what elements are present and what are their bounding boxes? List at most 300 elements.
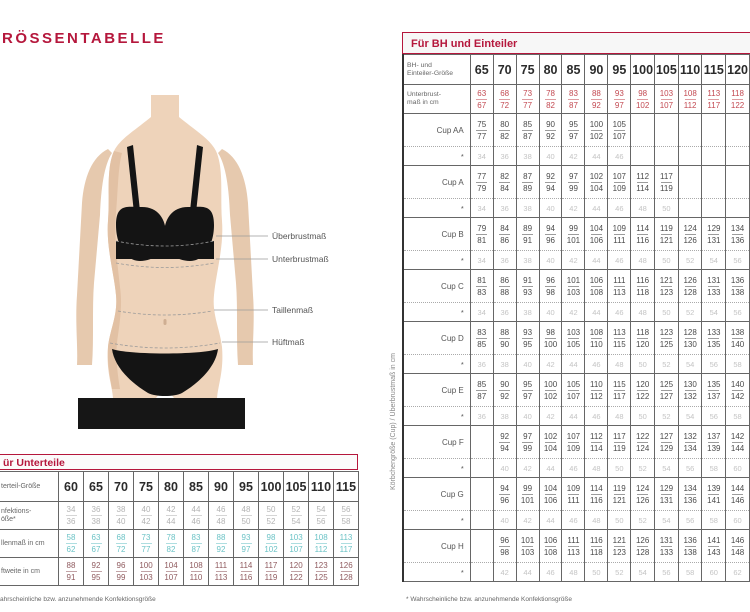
table-cell: 38 [516,251,539,270]
table-cell: 54 56 [309,502,334,530]
table-cell: 80 82 [493,114,516,147]
table-cell: 138 140 [726,322,750,355]
table-cell: 133 135 [702,322,726,355]
table-cell [470,478,493,511]
table-cell: 75 77 [470,114,493,147]
cup-approx-row [403,511,750,530]
table-cell: 50 [655,251,679,270]
table-row [0,530,359,558]
table-cell: 40 [539,199,562,218]
table-cell: 96 98 [493,530,516,563]
table-cell: 87 89 [516,166,539,199]
table-cell: 46 [585,355,608,374]
table-cell: 44 [585,251,608,270]
table-cell: 48 [562,563,585,582]
table-cell: 42 [562,251,585,270]
table-cell [470,530,493,563]
table-cell: 101 103 [516,530,539,563]
table-cell [678,114,702,147]
table-cell: 95 97 [562,114,585,147]
torso-illustration [30,95,330,440]
row-label: Unterbrust- maß in cm [403,85,470,114]
size-header-cell: 80 [539,55,562,85]
table-cell: 56 [655,563,679,582]
table-cell [655,147,679,166]
table-cell: 48 [631,251,655,270]
table-cell: 68 72 [109,530,134,558]
table-cell: 44 [562,407,585,426]
table-cell: 54 [655,459,679,478]
bra-table-title: Für BH und Einteiler [402,32,750,54]
table-cell: 50 [608,511,631,530]
table-cell: 108 112 [309,530,334,558]
table-cell: 88 92 [209,530,234,558]
table-row [0,502,359,530]
table-cell: 48 [631,303,655,322]
table-cell: 97 99 [562,166,585,199]
table-cell: 81 83 [470,270,493,303]
size-header-cell: 75 [516,55,539,85]
table-cell: 48 [585,511,608,530]
table-cell: 50 [631,355,655,374]
table-cell: 112 114 [631,166,655,199]
size-header-cell: 85 [562,55,585,85]
table-cell: 112 114 [585,426,608,459]
table-cell: 105 107 [562,374,585,407]
table-cell: 126 128 [631,530,655,563]
cup-label: Cup C [403,270,470,303]
table-cell: 95 97 [516,374,539,407]
table-cell: 58 62 [59,530,84,558]
navel [164,319,167,325]
size-header-cell: 95 [608,55,631,85]
table-cell: 93 95 [516,322,539,355]
table-cell: 77 79 [470,166,493,199]
cup-approx-row [403,199,750,218]
table-cell: 120 122 [631,374,655,407]
bra-footnote: * Wahrscheinliche bzw. anzunehmende Konfektionsgröße [406,596,572,603]
cup-row [403,530,750,563]
cup-row [403,426,750,459]
size-header-cell: 65 [84,472,109,502]
row-label: llenmaß in cm [0,530,59,558]
table-cell: 83 85 [470,322,493,355]
table-cell: 91 93 [516,270,539,303]
table-cell: 120 122 [284,558,309,586]
size-header-cell: 85 [184,472,209,502]
table-cell: 123 125 [309,558,334,586]
table-cell: 111 113 [562,530,585,563]
cup-approx-row [403,355,750,374]
approx-marker: * [403,511,470,530]
table-cell: 50 [655,199,679,218]
table-cell: 92 94 [493,426,516,459]
table-cell: 36 [493,303,516,322]
table-cell: 90 92 [493,374,516,407]
figure-base [78,398,245,429]
table-cell: 117 119 [259,558,284,586]
approx-marker: * [403,303,470,322]
table-cell: 117 119 [655,166,679,199]
size-header-cell: 100 [631,55,655,85]
approx-marker: * [403,407,470,426]
size-header-cell: 70 [493,55,516,85]
table-cell: 117 119 [608,426,631,459]
table-cell: 58 [726,355,750,374]
table-cell: 40 [516,407,539,426]
table-cell: 136 138 [726,270,750,303]
table-cell: 48 50 [234,502,259,530]
table-cell: 93 97 [608,85,631,114]
label-underbust: Unterbrustmaß [272,254,329,264]
table-cell: 123 125 [655,322,679,355]
table-cell: 88 90 [493,322,516,355]
table-cell: 44 [585,303,608,322]
table-cell: 99 101 [562,218,585,251]
table-cell: 115 117 [608,374,631,407]
table-cell [678,199,702,218]
cup-approx-row [403,459,750,478]
table-cell: 44 [539,459,562,478]
table-cell: 40 [493,459,516,478]
table-cell: 85 87 [516,114,539,147]
size-header-cell: 105 [284,472,309,502]
size-header-cell: 110 [309,472,334,502]
approx-marker: * [403,251,470,270]
table-cell: 58 [702,511,726,530]
table-cell: 40 [516,355,539,374]
table-cell: 58 [678,563,702,582]
table-cell: 40 42 [134,502,159,530]
cup-approx-row [403,251,750,270]
size-header-cell: 100 [259,472,284,502]
table-cell: 34 [470,303,493,322]
table-cell: 44 [585,199,608,218]
table-cell: 124 126 [678,218,702,251]
table-cell: 78 82 [539,85,562,114]
table-cell: 98 102 [631,85,655,114]
table-cell: 102 104 [539,426,562,459]
cup-row [403,270,750,303]
table-cell: 36 [470,407,493,426]
table-cell: 68 72 [493,85,516,114]
table-cell: 137 139 [702,426,726,459]
table-cell: 58 [702,459,726,478]
row-label: nfektions- öße* [0,502,59,530]
table-cell: 108 110 [184,558,209,586]
table-cell [726,114,750,147]
table-cell: 106 108 [585,270,608,303]
table-cell: 52 [655,407,679,426]
table-cell: 92 95 [84,558,109,586]
table-cell: 92 94 [539,166,562,199]
table-cell: 36 38 [84,502,109,530]
table-cell: 42 44 [159,502,184,530]
table-cell: 129 131 [702,218,726,251]
table-cell [726,147,750,166]
table-cell: 46 48 [209,502,234,530]
table-cell: 113 117 [702,85,726,114]
table-cell: 110 112 [585,374,608,407]
table-cell: 129 131 [655,478,679,511]
table-cell: 98 100 [539,322,562,355]
table-cell: 38 [493,355,516,374]
table-cell: 42 [562,147,585,166]
table-cell: 146 148 [726,530,750,563]
body-figure [30,95,330,440]
table-cell: 79 81 [470,218,493,251]
label-hip: Hüftmaß [272,337,305,347]
size-header-cell: 105 [655,55,679,85]
table-cell: 50 [631,407,655,426]
table-cell: 48 [608,407,631,426]
table-cell [470,563,493,582]
table-cell: 36 [493,251,516,270]
table-cell: 134 136 [678,478,702,511]
table-cell: 114 116 [631,218,655,251]
table-cell: 121 123 [608,530,631,563]
table-cell: 116 118 [585,530,608,563]
table-cell: 56 58 [334,502,359,530]
table-cell: 46 [608,199,631,218]
table-cell: 56 [678,459,702,478]
table-cell: 114 116 [234,558,259,586]
table-cell: 84 86 [493,218,516,251]
table-cell: 60 [726,511,750,530]
table-cell: 56 [702,355,726,374]
table-cell [726,199,750,218]
table-cell [631,147,655,166]
table-cell: 125 127 [655,374,679,407]
table-cell: 44 [585,147,608,166]
table-cell: 83 87 [562,85,585,114]
table-cell: 108 110 [585,322,608,355]
table-cell: 106 108 [539,530,562,563]
table-cell: 111 113 [608,270,631,303]
table-cell [678,166,702,199]
table-cell: 54 [702,251,726,270]
table-cell: 52 [608,563,631,582]
size-header-cell: 95 [234,472,259,502]
table-cell: 46 [562,511,585,530]
table-cell: 54 [702,303,726,322]
approx-marker: * [403,199,470,218]
approx-marker: * [403,147,470,166]
table-cell: 89 91 [516,218,539,251]
table-cell: 48 [585,459,608,478]
table-cell [702,147,726,166]
table-cell: 50 [585,563,608,582]
cup-row [403,166,750,199]
table-cell [470,511,493,530]
table-cell: 100 102 [539,374,562,407]
table-cell: 50 52 [259,502,284,530]
table-cell: 111 113 [209,558,234,586]
table-cell: 98 102 [259,530,284,558]
table-cell: 50 [655,303,679,322]
table-cell: 38 [516,199,539,218]
table-cell [702,199,726,218]
table-cell: 40 [539,303,562,322]
table-cell: 54 [678,407,702,426]
table-cell: 103 107 [655,85,679,114]
size-header-cell: 75 [134,472,159,502]
label-waist: Taillenmaß [272,305,314,315]
table-cell: 42 [493,563,516,582]
table-cell: 131 133 [655,530,679,563]
table-cell: 62 [726,563,750,582]
table-cell: 46 [608,251,631,270]
table-cell: 48 [608,355,631,374]
table-cell: 104 106 [585,218,608,251]
table-cell: 86 88 [493,270,516,303]
table-cell: 48 [631,199,655,218]
table-cell: 141 143 [702,530,726,563]
table-cell: 73 77 [134,530,159,558]
underbust-row [403,85,750,114]
bra-table [402,54,750,582]
table-cell: 139 141 [702,478,726,511]
table-cell: 56 [678,511,702,530]
table-cell: 97 99 [516,426,539,459]
cup-row [403,218,750,251]
table-cell: 36 [493,199,516,218]
table-cell: 135 137 [702,374,726,407]
table-cell: 103 107 [284,530,309,558]
size-header-cell: 90 [585,55,608,85]
table-cell: 63 67 [470,85,493,114]
table-cell: 96 98 [539,270,562,303]
table-cell: 42 [562,303,585,322]
table-cell: 34 [470,147,493,166]
table-cell [470,459,493,478]
cup-row [403,114,750,147]
table-cell: 122 124 [631,426,655,459]
cup-label: Cup A [403,166,470,199]
table-cell: 107 109 [562,426,585,459]
table-cell: 42 [516,459,539,478]
size-header-cell: 80 [159,472,184,502]
table-cell: 38 [516,147,539,166]
table-cell: 94 96 [539,218,562,251]
table-cell: 44 [562,355,585,374]
size-row-label: terteil-Größe [0,472,59,502]
unterteile-table [0,471,359,586]
table-cell: 34 36 [59,502,84,530]
table-cell: 46 [539,563,562,582]
left-arm [76,149,112,365]
table-cell: 105 107 [608,114,631,147]
table-cell: 54 [655,511,679,530]
cup-label: Cup F [403,426,470,459]
table-cell: 54 [631,563,655,582]
table-cell: 128 130 [678,322,702,355]
table-cell: 52 [631,459,655,478]
table-row [0,558,359,586]
table-cell: 93 97 [234,530,259,558]
table-cell: 130 132 [678,374,702,407]
table-cell: 42 [539,355,562,374]
table-cell: 104 106 [539,478,562,511]
table-cell [702,114,726,147]
table-cell: 42 [562,199,585,218]
cup-label: Cup H [403,530,470,563]
table-cell: 101 103 [562,270,585,303]
table-cell: 119 121 [655,218,679,251]
page-title: RÖSSENTABELLE [2,30,166,47]
table-cell: 113 117 [334,530,359,558]
cup-row [403,322,750,355]
table-cell: 124 126 [631,478,655,511]
table-cell: 121 123 [655,270,679,303]
table-cell: 46 [562,459,585,478]
size-header-cell: 115 [702,55,726,85]
table-cell: 58 [726,407,750,426]
table-cell: 78 82 [159,530,184,558]
table-cell: 103 105 [562,322,585,355]
table-cell: 40 [493,511,516,530]
table-cell: 140 142 [726,374,750,407]
table-cell: 44 46 [184,502,209,530]
table-cell: 63 67 [84,530,109,558]
table-cell: 127 129 [655,426,679,459]
table-cell: 126 128 [334,558,359,586]
table-cell: 88 91 [59,558,84,586]
cup-label: Cup D [403,322,470,355]
table-cell: 113 115 [608,322,631,355]
cup-approx-row [403,303,750,322]
unterteile-footnote: ahrscheinliche bzw. anzunehmende Konfektionsgröße [0,596,156,603]
cup-label: Cup AA [403,114,470,147]
table-cell: 44 [539,511,562,530]
size-header-cell: 60 [59,472,84,502]
table-cell [631,114,655,147]
table-cell: 100 102 [585,114,608,147]
table-cell: 52 54 [284,502,309,530]
table-cell: 107 109 [608,166,631,199]
cup-approx-row [403,147,750,166]
cup-label: Cup G [403,478,470,511]
table-cell: 52 [678,303,702,322]
size-header-cell: 70 [109,472,134,502]
table-cell: 118 120 [631,322,655,355]
table-cell: 42 [516,511,539,530]
table-cell: 34 [470,199,493,218]
table-cell: 94 96 [493,478,516,511]
size-header-cell: 90 [209,472,234,502]
table-cell: 108 112 [678,85,702,114]
table-cell: 56 [702,407,726,426]
table-cell: 60 [702,563,726,582]
table-cell: 144 146 [726,478,750,511]
table-cell: 109 111 [608,218,631,251]
cup-approx-row [403,563,750,582]
table-cell: 38 40 [109,502,134,530]
bra-band [116,241,214,259]
table-cell: 132 134 [678,426,702,459]
size-header-cell: 110 [678,55,702,85]
table-cell: 40 [539,147,562,166]
table-cell: 36 [493,147,516,166]
table-cell: 104 107 [159,558,184,586]
table-cell: 109 111 [562,478,585,511]
table-cell: 56 [726,251,750,270]
table-cell: 134 136 [726,218,750,251]
bra-side-label: Körbchengröße (Cup) / Überbrustmaß in cm [390,353,397,490]
table-cell: 90 92 [539,114,562,147]
table-cell [702,166,726,199]
table-cell: 44 [516,563,539,582]
